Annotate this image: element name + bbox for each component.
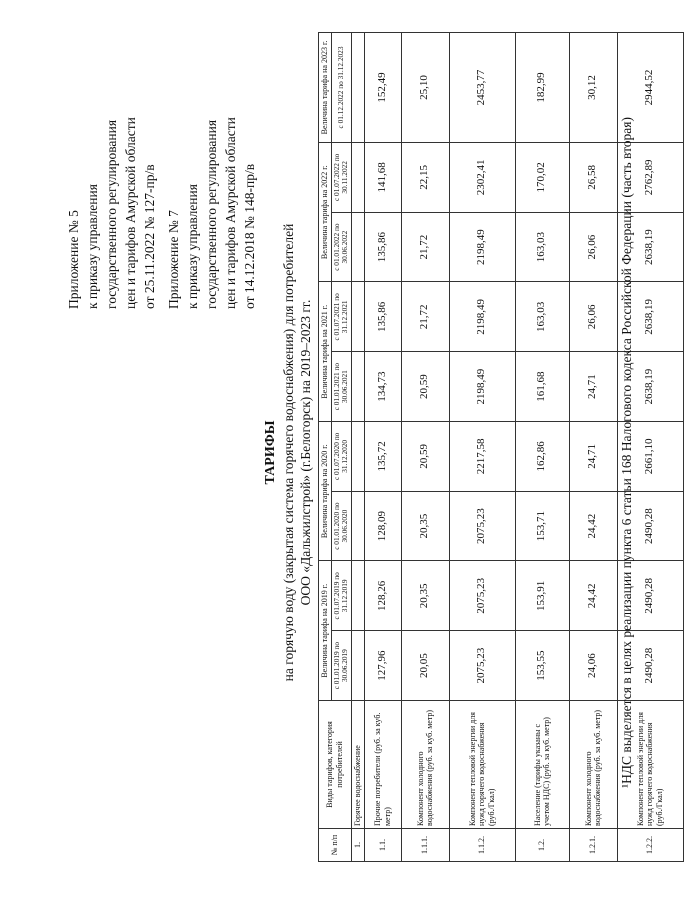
cell-value: 135,72 xyxy=(364,422,401,492)
header-period: с 01.01.2020 по 30.06.2020 xyxy=(331,491,351,561)
cell-value: 2453,77 xyxy=(449,33,515,143)
cell-value: 141,68 xyxy=(364,143,401,213)
cell-value: 20,35 xyxy=(401,561,449,631)
cell-value: 20,35 xyxy=(401,491,449,561)
section-label: Горячее водоснабжение xyxy=(351,701,364,829)
header-year: Величина тарифа на 2021 г. xyxy=(319,282,332,422)
cell-value: 2490,28 xyxy=(617,631,683,701)
cell-value: 163,03 xyxy=(515,282,569,352)
cell-value: 24,06 xyxy=(569,631,617,701)
section-row xyxy=(351,33,364,862)
appendix-5-block xyxy=(64,117,159,309)
cell-value: 2944,52 xyxy=(617,33,683,143)
document-subtitle-org: ООО «Дальжилстрой» (г.Белогорск) на 2019–2023 гг. xyxy=(298,299,313,606)
cell-value: 24,42 xyxy=(569,491,617,561)
header-year: Величина тарифа на 2023 г. xyxy=(319,33,332,143)
table-row xyxy=(401,33,449,862)
cell-value: 135,86 xyxy=(364,212,401,282)
cell-value: 127,96 xyxy=(364,631,401,701)
cell-value: 24,71 xyxy=(569,352,617,422)
row-num: 1.1.2. xyxy=(449,829,515,862)
cell-value: 2638,19 xyxy=(617,352,683,422)
cell-value: 2075,23 xyxy=(449,631,515,701)
cell-value: 2490,28 xyxy=(617,491,683,561)
appendix-line: государственного регулирования xyxy=(104,119,119,309)
row-num: 1.2. xyxy=(515,829,569,862)
cell-value: 2661,10 xyxy=(617,422,683,492)
row-num: 1.2.1. xyxy=(569,829,617,862)
header-year: Величина тарифа на 2020 г. xyxy=(319,422,332,562)
cell-value: 20,05 xyxy=(401,631,449,701)
cell-value: 2762,89 xyxy=(617,143,683,213)
header-period: с 01.01.2022 по 30.06.2022 xyxy=(331,212,351,282)
cell-value: 2198,49 xyxy=(449,212,515,282)
appendix-line: Приложение № 7 xyxy=(166,210,181,309)
header-period: с 01.07.2022 по 30.11.2022 xyxy=(331,143,351,213)
header-period: с 01.07.2021 по 31.12.2021 xyxy=(331,282,351,352)
cell-value: 2198,49 xyxy=(449,282,515,352)
cell-value: 25,10 xyxy=(401,33,449,143)
cell-value: 153,55 xyxy=(515,631,569,701)
cell-value: 161,68 xyxy=(515,352,569,422)
header-period: с 01.12.2022 по 31.12.2023 xyxy=(331,33,351,143)
footnote: ¹НДС выделяется в целях реализации пункта 6 статьи 168 Налогового кодекса Российской Федерации (часть вторая) xyxy=(619,117,634,788)
cell-value: 21,72 xyxy=(401,212,449,282)
cell-value: 26,58 xyxy=(569,143,617,213)
appendix-line: от 25.11.2022 № 127-пр/в xyxy=(142,164,157,309)
cell-value: 128,09 xyxy=(364,491,401,561)
row-num: 1.1.1. xyxy=(401,829,449,862)
row-num: 1.2.2. xyxy=(617,829,683,862)
cell-value: 20,59 xyxy=(401,422,449,492)
row-label: Компонент холодного водоснабжения (руб. за куб. метр) xyxy=(401,701,449,829)
cell-value: 2302,41 xyxy=(449,143,515,213)
cell-value: 152,49 xyxy=(364,33,401,143)
header-period: с 01.07.2020 по 31.12.2020 xyxy=(331,422,351,492)
cell-value: 26,06 xyxy=(569,282,617,352)
appendix-line: государственного регулирования xyxy=(204,119,219,309)
cell-value: 163,03 xyxy=(515,212,569,282)
row-label: Компонент тепловой энергии для нужд горячего водоснабжения (руб./Гкал) xyxy=(617,701,683,829)
appendix-line: Приложение № 5 xyxy=(66,210,81,309)
appendix-7-block xyxy=(164,117,259,309)
appendix-line: к приказу управления xyxy=(85,184,100,309)
row-num: 1.1. xyxy=(364,829,401,862)
cell-value: 2075,23 xyxy=(449,561,515,631)
cell-value: 135,86 xyxy=(364,282,401,352)
cell-value: 30,12 xyxy=(569,33,617,143)
header-num: № п/п xyxy=(319,829,352,862)
header-period: с 01.01.2019 по 30.06.2019 xyxy=(331,631,351,701)
cell-value: 2638,19 xyxy=(617,282,683,352)
cell-value: 21,72 xyxy=(401,282,449,352)
cell-value: 22,15 xyxy=(401,143,449,213)
cell-value: 153,91 xyxy=(515,561,569,631)
cell-value: 24,42 xyxy=(569,561,617,631)
appendix-line: к приказу управления xyxy=(185,184,200,309)
row-label: Прочие потребители (руб. за куб. метр) xyxy=(364,701,401,829)
cell-value: 2217,58 xyxy=(449,422,515,492)
cell-value: 2638,19 xyxy=(617,212,683,282)
table-row xyxy=(515,33,569,862)
row-label: Компонент тепловой энергии для нужд горячего водоснабжения (руб./Гкал) xyxy=(449,701,515,829)
cell-value: 182,99 xyxy=(515,33,569,143)
cell-value: 128,26 xyxy=(364,561,401,631)
table-row xyxy=(364,33,401,862)
appendix-line: цен и тарифов Амурской области xyxy=(223,117,238,309)
cell-value: 2490,28 xyxy=(617,561,683,631)
cell-value: 24,71 xyxy=(569,422,617,492)
cell-value: 153,71 xyxy=(515,491,569,561)
appendix-line: от 14.12.2018 № 148-пр/в xyxy=(242,163,257,309)
cell-value: 162,86 xyxy=(515,422,569,492)
row-label: Население (тарифы указаны с учетом НДС) (руб. за куб. метр) xyxy=(515,701,569,829)
cell-value: 170,02 xyxy=(515,143,569,213)
section-num: 1. xyxy=(351,829,364,862)
table-row xyxy=(569,33,617,862)
cell-value: 134,73 xyxy=(364,352,401,422)
document-title: ТАРИФЫ xyxy=(263,420,278,485)
header-period: с 01.07.2019 по 31.12.2019 xyxy=(331,561,351,631)
cell-value: 20,59 xyxy=(401,352,449,422)
header-period: с 01.01.2021 по 30.06.2021 xyxy=(331,352,351,422)
row-label: Компонент холодного водоснабжения (руб. за куб. метр) xyxy=(569,701,617,829)
cell-value: 2198,49 xyxy=(449,352,515,422)
header-type: Виды тарифов, категория потребителей xyxy=(319,701,352,829)
table-row xyxy=(449,33,515,862)
cell-value: 2075,23 xyxy=(449,491,515,561)
header-year: Величина тарифа на 2019 г. xyxy=(319,561,332,701)
appendix-line: цен и тарифов Амурской области xyxy=(123,117,138,309)
document-subtitle: на горячую воду (закрытая система горячего водоснабжения) для потребителей xyxy=(281,223,296,682)
cell-value: 26,06 xyxy=(569,212,617,282)
header-year: Величина тарифа на 2022 г. xyxy=(319,143,332,283)
header-row-years xyxy=(319,33,332,862)
